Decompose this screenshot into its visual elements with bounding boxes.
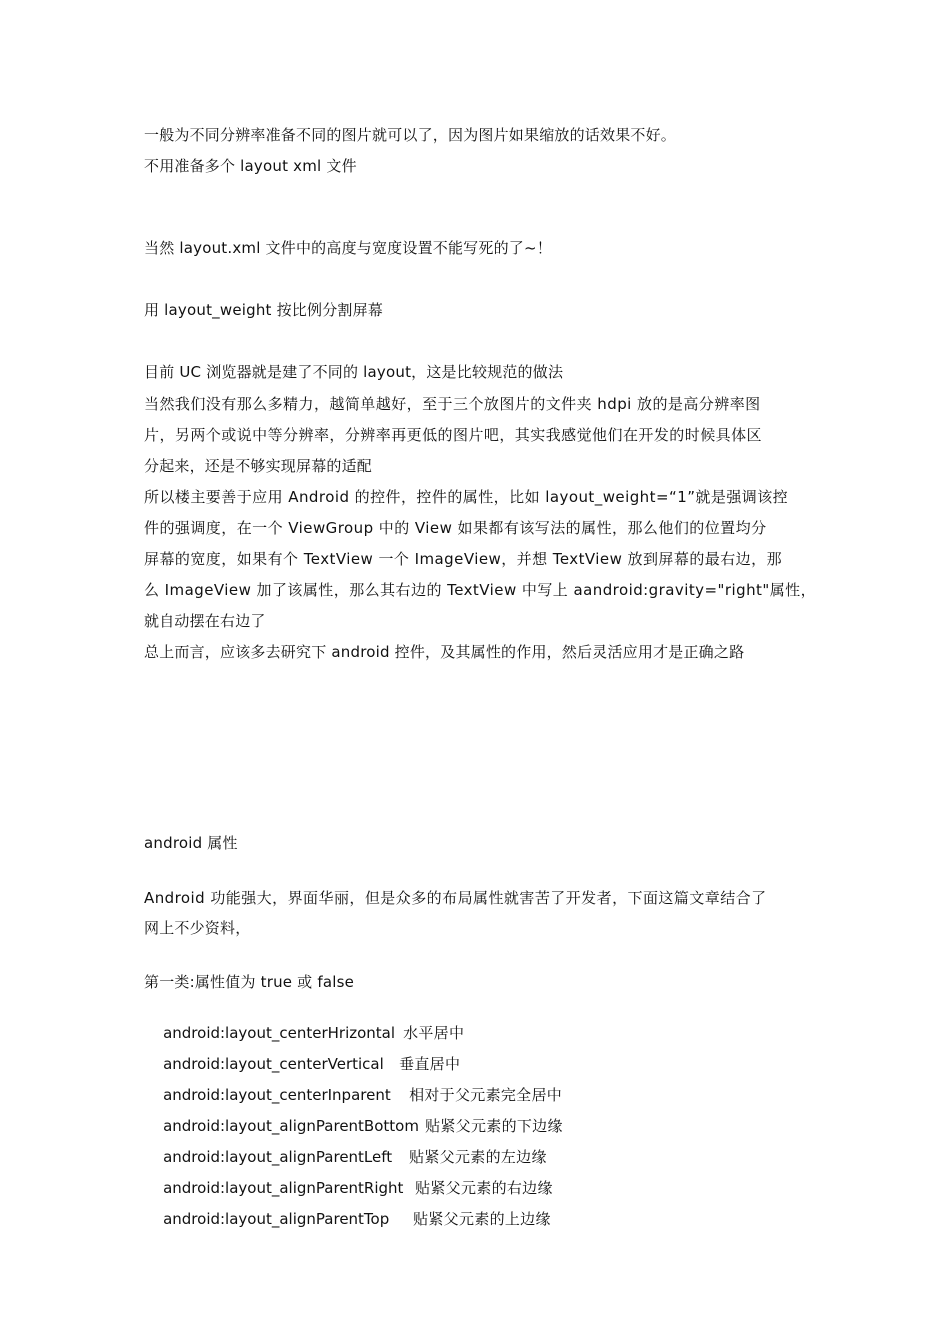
- paragraph-line: 一般为不同分辨率准备不同的图片就可以了，因为图片如果缩放的话效果不好。: [144, 126, 677, 144]
- paragraph-line: 当然我们没有那么多精力，越简单越好，至于三个放图片的文件夹 hdpi 放的是高分辨率图: [144, 395, 761, 413]
- attribute-description: 相对于父元素完全居中: [409, 1086, 563, 1104]
- paragraph-line: 件的强调度，在一个 ViewGroup 中的 View 如果都有该写法的属性，那么他们的位置均分: [144, 519, 767, 537]
- paragraph-line: 么 ImageView 加了该属性，那么其右边的 TextView 中写上 aandroid:gravity="right"属性，: [144, 581, 817, 599]
- attribute-row: [144, 1189, 551, 1249]
- paragraph-line: 就自动摆在右边了: [144, 612, 266, 630]
- attribute-description: 贴紧父元素的下边缘: [425, 1117, 563, 1135]
- paragraph-line: 不用准备多个 layout xml 文件: [144, 157, 357, 175]
- attribute-name: android:layout_alignParentBottom: [163, 1117, 419, 1135]
- attribute-name: android:layout_centerVertical: [163, 1055, 384, 1073]
- paragraph-line: 总上而言，应该多去研究下 android 控件，及其属性的作用，然后灵活应用才是正确之路: [144, 643, 745, 661]
- paragraph-line: 屏幕的宽度，如果有个 TextView 一个 ImageView，并想 TextView 放到屏幕的最右边，那: [144, 550, 783, 568]
- paragraph-line: 所以楼主要善于应用 Android 的控件，控件的属性，比如 layout_weight=“1”就是强调该控: [144, 488, 789, 506]
- paragraph-line: 片，另两个或说中等分辨率，分辨率再更低的图片吧，其实我感觉他们在开发的时候具体区: [144, 426, 763, 444]
- paragraph-line: 网上不少资料，: [144, 919, 251, 937]
- attribute-name: android:layout_centerInparent: [163, 1086, 391, 1104]
- attribute-name: android:layout_centerHrizontal: [163, 1024, 396, 1042]
- paragraph-line: 用 layout_weight 按比例分割屏幕: [144, 301, 384, 319]
- paragraph-line: 分起来，还是不够实现屏幕的适配: [144, 457, 373, 475]
- attribute-name: android:layout_alignParentRight: [163, 1179, 404, 1197]
- paragraph-line: 当然 layout.xml 文件中的高度与宽度设置不能写死的了~！: [144, 239, 552, 257]
- attribute-description: 垂直居中: [399, 1055, 461, 1073]
- attribute-description: 贴紧父元素的右边缘: [415, 1179, 553, 1197]
- category-heading: 第一类:属性值为 true 或 false: [144, 973, 355, 991]
- attribute-name: android:layout_alignParentTop: [163, 1210, 390, 1228]
- paragraph-line: 目前 UC 浏览器就是建了不同的 layout，这是比较规范的做法: [144, 363, 564, 381]
- attribute-name: android:layout_alignParentLeft: [163, 1148, 393, 1166]
- paragraph-line: Android 功能强大，界面华丽，但是众多的布局属性就害苦了开发者，下面这篇文章结合了: [144, 889, 767, 907]
- attribute-description: 水平居中: [403, 1024, 465, 1042]
- attribute-description: 贴紧父元素的左边缘: [409, 1148, 547, 1166]
- section-heading: android 属性: [144, 834, 238, 852]
- attribute-description: 贴紧父元素的上边缘: [413, 1210, 551, 1228]
